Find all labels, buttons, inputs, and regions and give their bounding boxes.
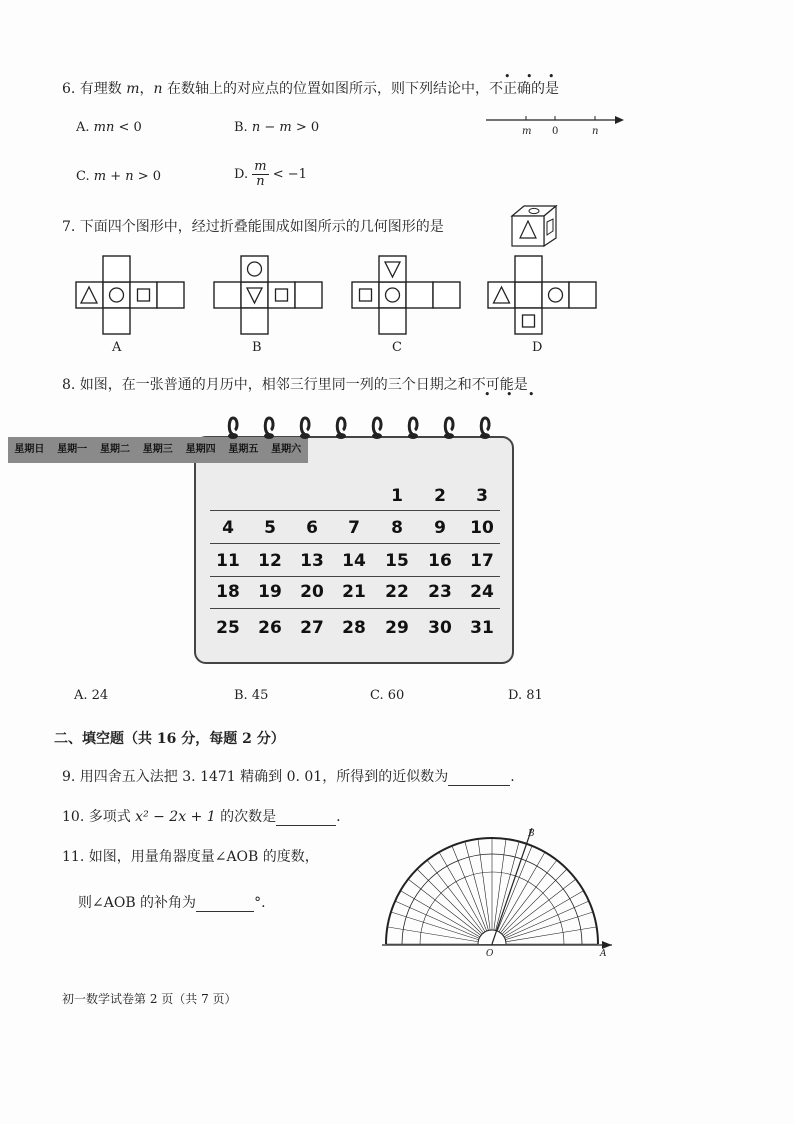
q6-option-d[interactable]: D. $\frac{m}{n}$ < −1 (234, 159, 307, 189)
page-footer: 初一数学试卷第 2 页（共 7 页） (62, 992, 237, 1006)
calendar-date: 12 (258, 551, 282, 571)
section2-title: 二、填空题（共 16 分，每题 2 分） (54, 731, 285, 747)
calendar-row-divider (210, 576, 500, 577)
protractor-label-b: B (528, 829, 535, 839)
protractor-label-o: O (486, 949, 494, 958)
q9-stem: 9. 用四舍五入法把 3. 1471 精确到 0. 01，所得到的近似数为 . (62, 769, 515, 785)
calendar-date: 15 (385, 551, 409, 571)
q11-line1: 11. 如图，用量角器度量∠AOB 的度数， (62, 849, 319, 865)
weekday-sat: 星期六 (271, 444, 302, 455)
net-a[interactable] (74, 252, 186, 336)
q6-option-b[interactable]: B. n − m > 0 (234, 120, 320, 135)
q11-answer-blank[interactable] (196, 895, 254, 912)
q6-stem: 6. 有理数 m，n 在数轴上的对应点的位置如图所示，则下列结论中，不正确的是 (62, 81, 560, 97)
q6-option-c[interactable]: C. m + n > 0 (76, 169, 162, 184)
calendar-date: 22 (385, 582, 409, 602)
q10-stem: 10. 多项式 x² − 2x + 1 的次数是 . (62, 809, 341, 825)
binder-ring-icon (442, 414, 456, 440)
calendar-date: 5 (264, 518, 276, 538)
binder-ring-icon (334, 414, 348, 440)
calendar-date: 6 (306, 518, 318, 538)
q6-emphasis-dots: • • • (504, 70, 561, 83)
calendar-date: 16 (428, 551, 452, 571)
calendar-row-divider (210, 510, 500, 511)
numberline-m: m (522, 126, 532, 137)
weekday-sun: 星期日 (14, 444, 45, 455)
binder-ring-icon (226, 414, 240, 440)
q8-emphasis-dots: • • • (484, 388, 541, 401)
protractor-figure (380, 828, 614, 958)
calendar-row-divider (210, 543, 500, 544)
q8-option-c[interactable]: C. 60 (370, 688, 405, 703)
binder-ring-icon (478, 414, 492, 440)
binder-ring-icon (406, 414, 420, 440)
calendar-date: 18 (216, 582, 240, 602)
net-b[interactable] (212, 252, 324, 336)
q8-option-b[interactable]: B. 45 (234, 688, 269, 703)
calendar-date: 3 (476, 486, 488, 506)
calendar-date: 14 (342, 551, 366, 571)
q8-option-a[interactable]: A. 24 (74, 688, 109, 703)
calendar-date: 30 (428, 618, 452, 638)
calendar-date: 11 (216, 551, 240, 571)
q8-option-d[interactable]: D. 81 (508, 688, 543, 703)
calendar-date: 25 (216, 618, 240, 638)
cube-figure (506, 202, 558, 248)
q6-option-a[interactable]: A. mn < 0 (76, 120, 142, 135)
net-c-label: C (392, 340, 402, 355)
calendar-weekday-header (8, 437, 308, 463)
weekday-mon: 星期一 (57, 444, 88, 455)
protractor-label-a: A (600, 949, 607, 958)
calendar-date: 27 (300, 618, 324, 638)
binder-ring-icon (262, 414, 276, 440)
numberline-zero: 0 (552, 126, 559, 137)
net-d-label: D (532, 340, 543, 355)
calendar-date: 2 (434, 486, 446, 506)
calendar-date: 28 (342, 618, 366, 638)
q10-answer-blank[interactable] (276, 809, 336, 826)
calendar-date: 1 (391, 486, 403, 506)
calendar-date: 17 (470, 551, 494, 571)
calendar-date: 31 (470, 618, 494, 638)
calendar-date: 9 (434, 518, 446, 538)
binder-ring-icon (370, 414, 384, 440)
calendar-date: 4 (222, 518, 234, 538)
calendar-date: 29 (385, 618, 409, 638)
calendar-row-divider (210, 608, 500, 609)
calendar-date: 19 (258, 582, 282, 602)
net-b-label: B (252, 340, 262, 355)
calendar-date: 8 (391, 518, 403, 538)
binder-ring-icon (298, 414, 312, 440)
weekday-wed: 星期三 (142, 444, 173, 455)
q6-number-line (484, 110, 630, 140)
q9-answer-blank[interactable] (448, 769, 510, 786)
q7-stem: 7. 下面四个图形中，经过折叠能围成如图所示的几何图形的是 (62, 219, 444, 235)
weekday-thu: 星期四 (185, 444, 216, 455)
calendar-date: 23 (428, 582, 452, 602)
net-d[interactable] (486, 252, 598, 336)
calendar-date: 10 (470, 518, 494, 538)
calendar-date: 26 (258, 618, 282, 638)
net-c[interactable] (350, 252, 462, 336)
weekday-tue: 星期二 (99, 444, 130, 455)
calendar-date: 24 (470, 582, 494, 602)
net-a-label: A (112, 340, 122, 355)
calendar-date: 7 (348, 518, 360, 538)
weekday-fri: 星期五 (228, 444, 259, 455)
calendar-date: 21 (342, 582, 366, 602)
numberline-n: n (592, 126, 599, 137)
calendar-date: 13 (300, 551, 324, 571)
q8-stem: 8. 如图，在一张普通的月历中，相邻三行里同一列的三个日期之和不可能是 (62, 377, 528, 393)
calendar-date: 20 (300, 582, 324, 602)
q11-line2: 则∠AOB 的补角为 °. (78, 895, 266, 911)
